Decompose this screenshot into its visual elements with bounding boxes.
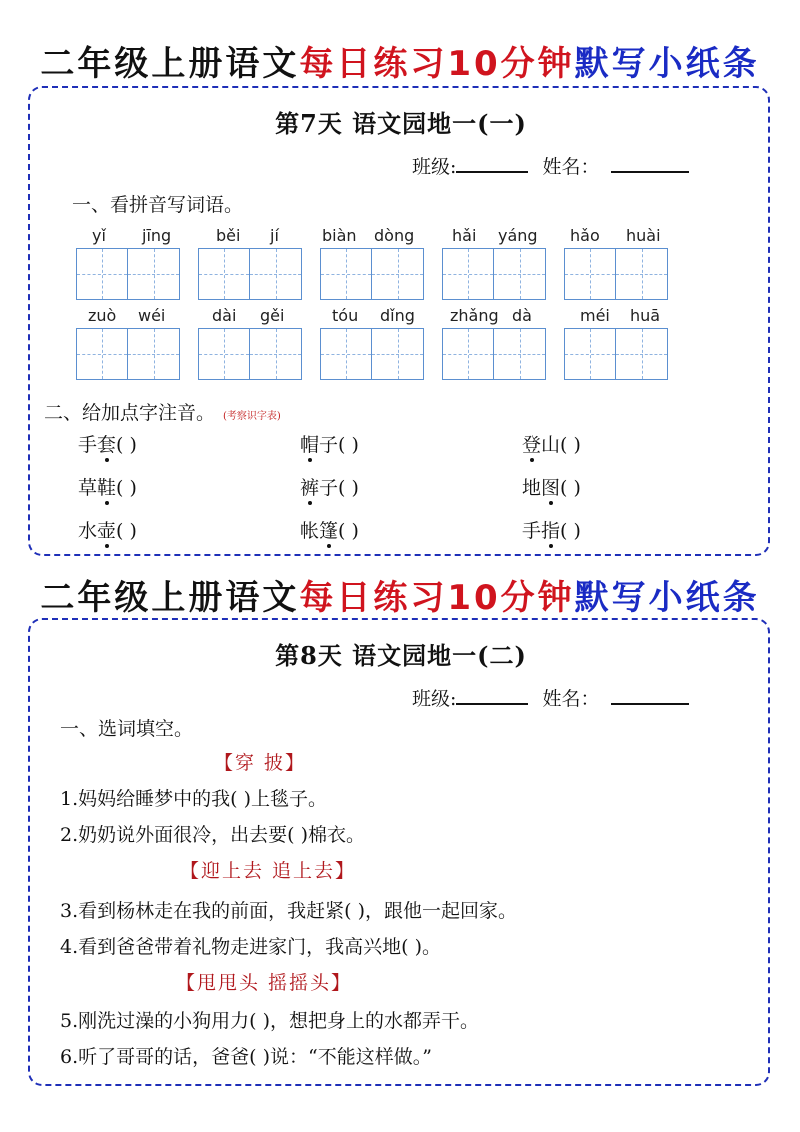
headline-grade: 二年级上册语文 <box>40 578 300 618</box>
dotted-char: 鞋 <box>97 473 116 500</box>
char-item <box>522 473 581 500</box>
pinyin-syllable: tóu <box>332 306 359 325</box>
day7-class-name-line <box>412 152 689 179</box>
dotted-char: 指 <box>541 516 560 543</box>
pinyin-group <box>442 306 548 380</box>
pinyin-group <box>320 306 426 380</box>
headline-practice: 每日练习10分钟 <box>299 578 575 618</box>
answer-blank[interactable]: ( ) <box>560 477 581 499</box>
answer-blank[interactable]: ( ) <box>338 520 359 542</box>
dotted-char: 帽 <box>300 430 319 457</box>
pinyin-syllable: yǐ <box>92 226 106 245</box>
char: 手 <box>522 520 542 542</box>
class-blank[interactable] <box>456 687 528 705</box>
day8-class-name-line <box>412 684 689 711</box>
word-options: 【甩甩头 摇摇头】 <box>176 972 353 994</box>
char-item <box>78 473 137 500</box>
dotted-char: 壶 <box>97 516 116 543</box>
headline-grade: 二年级上册语文 <box>40 44 300 84</box>
char: 地 <box>522 477 542 499</box>
char-item <box>78 516 137 543</box>
pinyin-syllable: dài <box>212 306 237 325</box>
pinyin-group <box>564 226 670 300</box>
name-blank[interactable] <box>611 155 689 173</box>
answer-blank[interactable]: ( ) <box>116 520 137 542</box>
headline-practice: 每日练习10分钟 <box>299 44 575 84</box>
answer-blank[interactable]: ( ) <box>116 434 137 456</box>
char: 手 <box>78 434 98 456</box>
day7-section2-heading <box>44 398 281 425</box>
pinyin-syllable: huài <box>626 226 661 245</box>
day7-section1-heading: 一、看拼音写词语。 <box>72 194 244 216</box>
name-label: 姓名： <box>542 156 600 178</box>
class-label: 班级: <box>412 156 457 178</box>
class-label: 班级: <box>412 688 457 710</box>
tianzige-grid[interactable] <box>198 248 304 300</box>
day8-section1-heading: 一、选词填空。 <box>60 718 194 740</box>
pinyin-syllable: méi <box>580 306 610 325</box>
char: 子 <box>319 434 339 456</box>
pinyin-group <box>76 306 182 380</box>
question[interactable]: 4.看到爸爸带着礼物走进家门，我高兴地( )。 <box>60 936 441 958</box>
tianzige-grid[interactable] <box>198 328 304 380</box>
section2-note: (考察识字表) <box>223 411 281 422</box>
pinyin-syllable: huā <box>630 306 661 325</box>
pinyin-syllable: wéi <box>138 306 166 325</box>
pinyin-syllable: biàn <box>322 226 357 245</box>
char-item <box>522 430 581 457</box>
name-blank[interactable] <box>611 687 689 705</box>
word-options: 【穿 披】 <box>214 752 307 774</box>
top-headline <box>0 36 800 85</box>
question[interactable]: 1.妈妈给睡梦中的我( )上毯子。 <box>60 788 327 810</box>
day8-panel <box>28 618 770 1086</box>
answer-blank[interactable]: ( ) <box>338 434 359 456</box>
pinyin-syllable: dà <box>512 306 532 325</box>
tianzige-grid[interactable] <box>442 328 548 380</box>
dotted-char: 裤 <box>300 473 319 500</box>
char-item <box>300 516 359 543</box>
pinyin-syllable: dòng <box>374 226 415 245</box>
dotted-char: 篷 <box>319 516 338 543</box>
question[interactable]: 3.看到杨林走在我的前面，我赶紧( )，跟他一起回家。 <box>60 900 517 922</box>
tianzige-grid[interactable] <box>76 328 182 380</box>
char-item <box>78 430 137 457</box>
headline-dictation: 默写小纸条 <box>574 578 760 618</box>
dotted-char: 套 <box>97 430 116 457</box>
pinyin-syllable: zhǎng <box>450 306 499 325</box>
pinyin-syllable: hǎi <box>452 226 477 245</box>
pinyin-syllable: gěi <box>260 306 285 325</box>
pinyin-syllable: zuò <box>88 306 117 325</box>
pinyin-group <box>76 226 182 300</box>
section2-title: 二、给加点字注音。 <box>44 402 216 424</box>
answer-blank[interactable]: ( ) <box>116 477 137 499</box>
char: 水 <box>78 520 98 542</box>
name-label: 姓名： <box>542 688 600 710</box>
dotted-char: 登 <box>522 430 541 457</box>
pinyin-group <box>320 226 426 300</box>
tianzige-grid[interactable] <box>320 328 426 380</box>
char-item <box>522 516 581 543</box>
class-blank[interactable] <box>456 155 528 173</box>
word-options: 【迎上去 追上去】 <box>180 860 357 882</box>
char-item <box>300 430 359 457</box>
day7-title: 第7天 语文园地一(一) <box>275 109 527 138</box>
pinyin-syllable: jīng <box>142 226 172 245</box>
pinyin-syllable: jí <box>270 226 279 245</box>
pinyin-group <box>198 306 304 380</box>
tianzige-grid[interactable] <box>564 248 670 300</box>
pinyin-syllable: dǐng <box>380 306 415 325</box>
pinyin-syllable: yáng <box>498 226 538 245</box>
pinyin-group <box>564 306 670 380</box>
pinyin-syllable: hǎo <box>570 226 600 245</box>
char-item <box>300 473 359 500</box>
pinyin-group <box>442 226 548 300</box>
tianzige-grid[interactable] <box>442 248 548 300</box>
answer-blank[interactable]: ( ) <box>560 434 581 456</box>
bottom-headline <box>0 570 800 619</box>
day7-panel <box>28 86 770 556</box>
pinyin-group <box>198 226 304 300</box>
dotted-char: 图 <box>541 473 560 500</box>
day8-title: 第8天 语文园地一(二) <box>275 641 527 670</box>
question[interactable]: 2.奶奶说外面很冷，出去要( )棉衣。 <box>60 824 365 846</box>
tianzige-grid[interactable] <box>564 328 670 380</box>
tianzige-grid[interactable] <box>76 248 182 300</box>
char: 子 <box>319 477 339 499</box>
pinyin-syllable: běi <box>216 226 241 245</box>
headline-dictation: 默写小纸条 <box>574 44 760 84</box>
answer-blank[interactable]: ( ) <box>338 477 359 499</box>
char: 帐 <box>300 520 320 542</box>
answer-blank[interactable]: ( ) <box>560 520 581 542</box>
char: 草 <box>78 477 98 499</box>
char: 山 <box>541 434 561 456</box>
question[interactable]: 6.听了哥哥的话，爸爸( )说：“不能这样做。” <box>60 1046 432 1068</box>
tianzige-grid[interactable] <box>320 248 426 300</box>
question[interactable]: 5.刚洗过澡的小狗用力( )，想把身上的水都弄干。 <box>60 1010 479 1032</box>
